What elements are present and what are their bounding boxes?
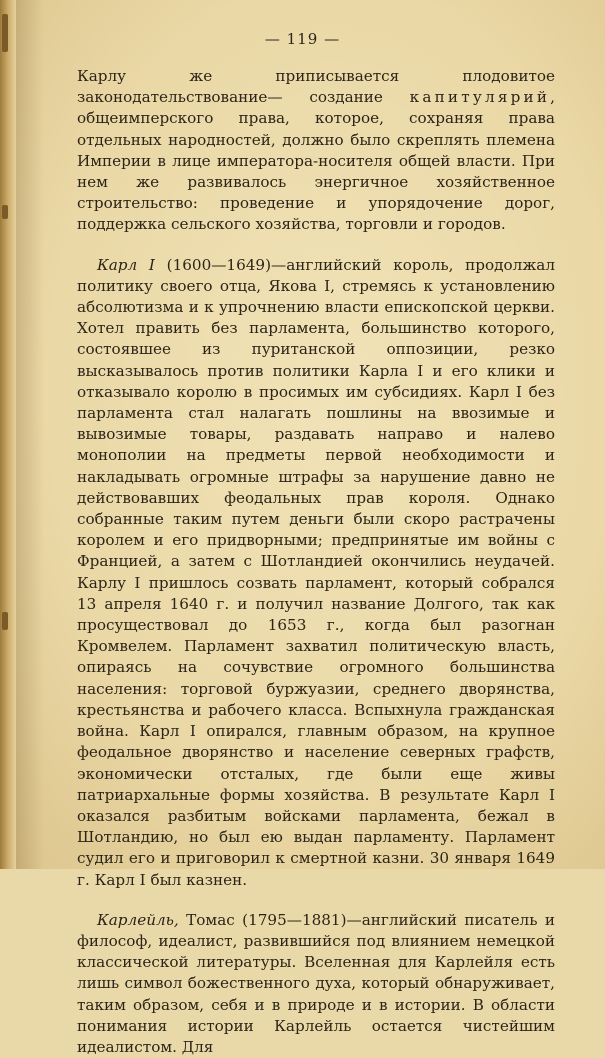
entry-text: Томас (1795—1881)—английский писатель и философ, идеалист, развившийся под влиянием немецкой классической литературы. Вселенная для Карлейля есть лишь символ божественного духа, который обнаруживает, таким образом, себя и в природе и в истории. В области понимания истории Карлейль остается чистейшим идеалистом. Для bbox=[77, 910, 555, 1056]
paragraph-karl-great-continuation bbox=[77, 66, 555, 236]
paragraph-text: , общеимперского права, которое, сохраняя права отдельных народностей, должно было скреплять племена Империи в лице императора-носителя общей власти. При нем же развивалось энергичное хозяйственное строительство: проведение и упорядочение дорог, поддержка сельского хозяйства, торговли и городов. bbox=[77, 88, 555, 234]
entry-term: Карлейль, bbox=[97, 910, 179, 929]
page-binding-edge bbox=[0, 0, 16, 869]
page-gutter-shadow bbox=[16, 0, 44, 869]
page-number: — 119 — bbox=[264, 30, 341, 48]
spaced-term: капитулярий bbox=[409, 88, 551, 107]
entry-karl-i bbox=[77, 255, 555, 891]
page-edge-mark bbox=[2, 205, 8, 219]
page-edge-mark bbox=[2, 612, 8, 630]
text-column bbox=[77, 66, 555, 1058]
paragraph-text: Карлу же приписывается плодовитое законодательствование— создание bbox=[77, 67, 555, 107]
entry-text: (1600—1649)—английский король, продолжал политику своего отца, Якова I, стремясь к установлению абсолютизма и к упрочнению власти епископской церкви. Хотел править без парламента, большинство которого, состоявшее из пуританской оппозиции, резко высказывалось против политики Карла I и его клики и отказывало королю в просимых им субсидиях. Карл I без парламента стал налагать пошлины на ввозимые и вывозимые товары, раздавать направо и налево монополии на предметы первой необходимости и накладывать огромные штрафы за нарушение давно не действовавших феодальных прав короля. Однако собранные таким путем деньги были скоро растрачены королем и его придворными; предпринятые им войны с Францией, а затем с Шотландией окончились неудачей. Карлу I пришлось созвать парламент, который собрался 13 апреля 1640 г. и получил название Долгого, так как просуществовал до 1653 г., когда был разогнан Кромвелем. Парламент захватил политическую власть, опираясь на сочувствие огромного большинства населения: торговой буржуазии, среднего дворянства, крестьянства и рабочего класса. Вспыхнула гражданская война. Карл I опирался, главным образом, на крупное феодальное дворянство и население северных графств, экономически отсталых, где были еще живы патриархальные формы хозяйства. В результате Карл I оказался разбитым войсками парламента, бежал в Шотландию, но был ею выдан парламенту. Парламент судил его и приговорил к смертной казни. 30 января 1649 г. Карл I был казнен. bbox=[77, 255, 555, 889]
entry-term: Карл I bbox=[97, 255, 155, 274]
entry-carlyle bbox=[77, 910, 555, 1058]
